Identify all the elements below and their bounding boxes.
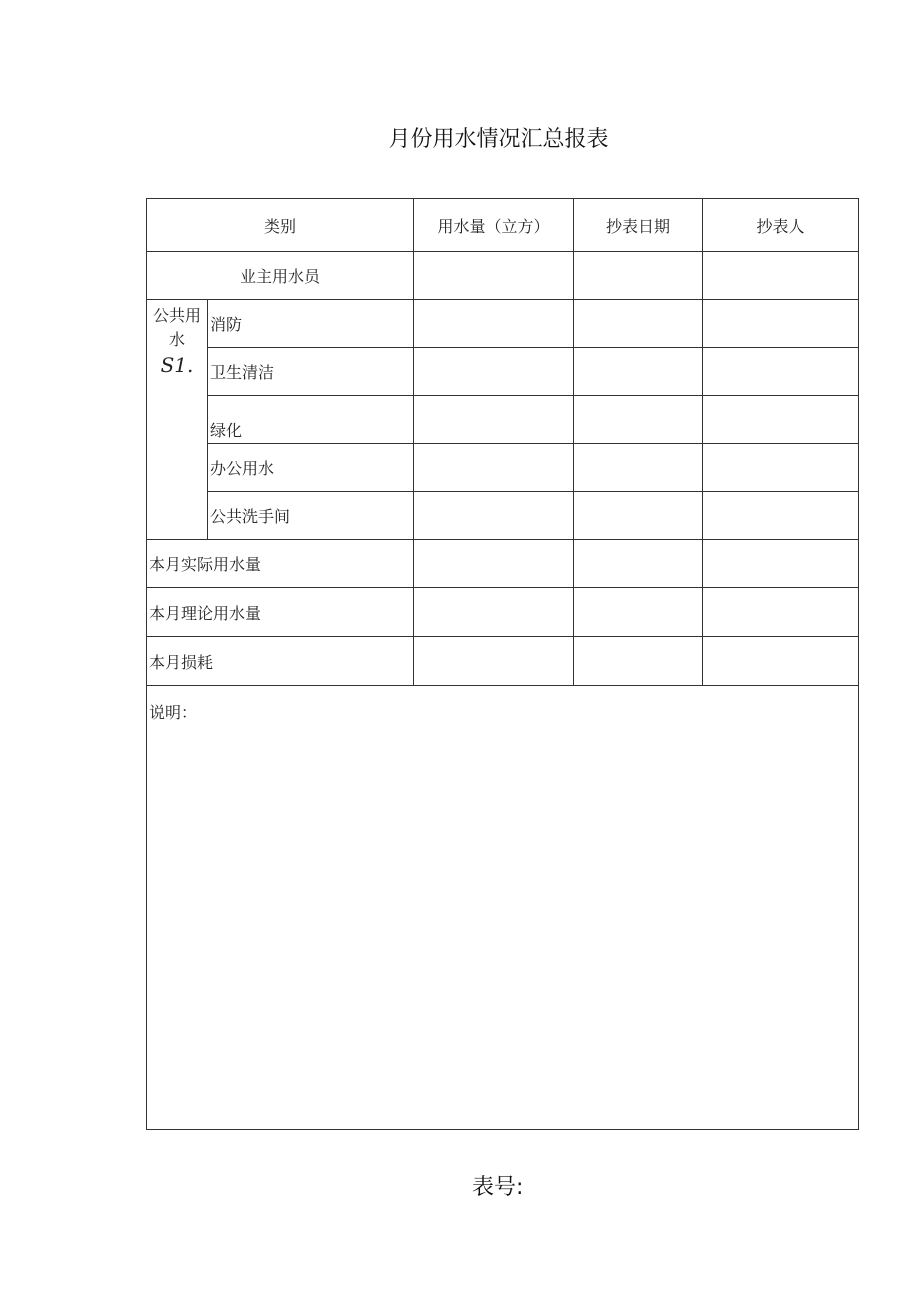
public-row-restroom: [147, 492, 859, 540]
date-cell[interactable]: [574, 540, 703, 588]
public-group-label: 公共用水: [152, 306, 201, 349]
summary-row-label: 本月理论用水量: [147, 588, 414, 637]
public-item-label: 绿化: [208, 396, 414, 444]
public-item-label: 办公用水: [208, 444, 414, 492]
public-group-mark: S1.: [160, 353, 194, 377]
reader-cell[interactable]: [703, 444, 859, 492]
reader-cell[interactable]: [703, 540, 859, 588]
usage-cell[interactable]: [414, 444, 574, 492]
header-reader: 抄表人: [703, 199, 859, 252]
owner-row: [147, 252, 859, 300]
reader-cell[interactable]: [703, 588, 859, 637]
public-row-office: [147, 444, 859, 492]
page-title: 月份用水情况汇总报表: [388, 127, 609, 152]
usage-cell[interactable]: [414, 637, 574, 686]
public-row-cleaning: [147, 348, 859, 396]
notes-row: [147, 686, 859, 1130]
usage-cell[interactable]: [414, 300, 574, 348]
form-number-label: 表号:: [472, 1175, 524, 1200]
header-usage: 用水量（立方）: [414, 199, 574, 252]
usage-cell[interactable]: [414, 588, 574, 637]
theoretical-usage-row: [147, 588, 859, 637]
reader-cell[interactable]: [703, 300, 859, 348]
actual-usage-row: [147, 540, 859, 588]
owner-row-label: 业主用水员: [147, 252, 414, 300]
usage-cell[interactable]: [414, 348, 574, 396]
usage-cell[interactable]: [414, 396, 574, 444]
public-row-fire: [147, 300, 859, 348]
water-usage-table: [146, 198, 859, 1130]
owner-reader-cell[interactable]: [703, 252, 859, 300]
summary-row-label: 本月实际用水量: [147, 540, 414, 588]
date-cell[interactable]: [574, 300, 703, 348]
usage-cell[interactable]: [414, 492, 574, 540]
header-row: [147, 199, 859, 252]
notes-label: 说明：: [149, 703, 198, 722]
reader-cell[interactable]: [703, 396, 859, 444]
reader-cell[interactable]: [703, 492, 859, 540]
notes-cell[interactable]: [147, 686, 859, 1130]
date-cell[interactable]: [574, 637, 703, 686]
date-cell[interactable]: [574, 348, 703, 396]
owner-usage-cell[interactable]: [414, 252, 574, 300]
date-cell[interactable]: [574, 492, 703, 540]
usage-cell[interactable]: [414, 540, 574, 588]
public-item-label: 卫生清洁: [208, 348, 414, 396]
date-cell[interactable]: [574, 588, 703, 637]
date-cell[interactable]: [574, 396, 703, 444]
public-group-cell: [147, 300, 208, 540]
header-category: 类别: [147, 199, 414, 252]
reader-cell[interactable]: [703, 637, 859, 686]
date-cell[interactable]: [574, 444, 703, 492]
reader-cell[interactable]: [703, 348, 859, 396]
header-date: 抄表日期: [574, 199, 703, 252]
public-row-greening: [147, 396, 859, 444]
summary-row-label: 本月损耗: [147, 637, 414, 686]
public-item-label: 公共洗手间: [208, 492, 414, 540]
owner-date-cell[interactable]: [574, 252, 703, 300]
loss-row: [147, 637, 859, 686]
public-item-label: 消防: [208, 300, 414, 348]
